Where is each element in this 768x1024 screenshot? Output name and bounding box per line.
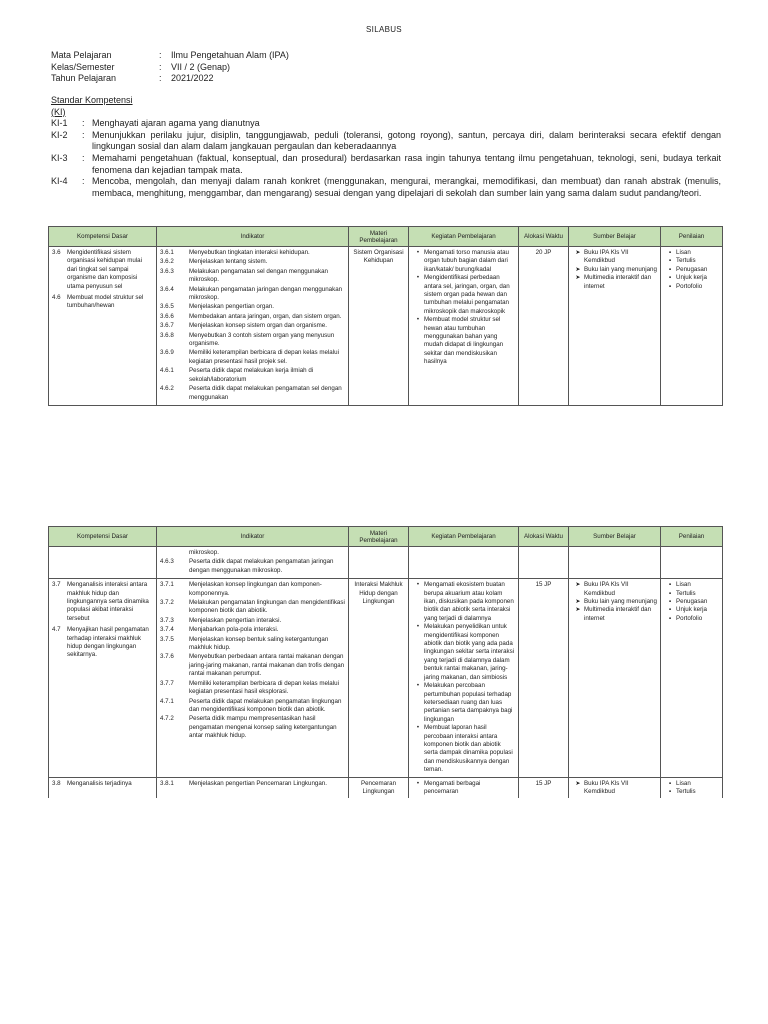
penilaian-cell [661,247,723,406]
list-item [412,316,515,366]
kegiatan-item [412,780,515,797]
column-header: Kompetensi Dasar [49,227,157,247]
indikator-cell [157,579,349,777]
alokasi-cell: 15 JP [519,579,569,777]
indicator-text: Peserta didik dapat melakukan kerja ilmiah di sekolah/laboratorium [189,367,314,383]
kegiatan-cell [409,579,519,777]
indicator-number: 3.7.6 [160,653,174,661]
bullet-icon: ▪ [668,265,672,273]
bullet-icon: ▪ [668,249,672,256]
indicator-item [160,349,345,366]
arrow-bullet-icon: ➤ [575,581,581,589]
indicator-item [160,698,345,715]
list-item [664,615,719,623]
indicator-number: 4.6.2 [160,385,174,393]
indicator-number: 3.6.3 [160,267,174,275]
column-header: Materi Pembelajaran [349,227,409,247]
list-item [572,274,657,291]
ki-text: Mencoba, mengolah, dan menyaji dalam ranah konkret (menggunakan, mengurai, merangkai, memodifikasi, dan membuat) dan ranah abstrak (menulis, membaca, menghitung, menggambar, dan mengarang) sesuai dengan yang dipelajari di sekolah dan sumber lain yang sama dalam sudut pandang/teori. [92,176,721,198]
column-header: Penilaian [661,527,723,547]
list-item-text: Lisan [676,581,691,589]
kd-number: 3.7 [52,581,61,589]
list-item-text: Unjuk kerja [676,606,707,614]
meta-label: Tahun Pelajaran [51,73,117,83]
meta-row-class [51,62,289,74]
ki-item [51,176,721,199]
indicator-item [160,332,345,349]
column-header: Sumber Belajar [569,527,661,547]
indicator-text: Melakukan pengamatan sel dengan menggunakan mikroskop. [189,267,328,284]
indicator-number: 3.7.7 [160,679,174,687]
list-item [572,581,657,598]
bullet-icon: • [416,623,420,631]
list-item [664,780,719,788]
indicator-item [160,558,345,575]
list-item-text: Membuat model struktur sel hewan atau tumbuhan menggunakan bahan yang mudah didapat di lingkungan sekitar dan mendiskusikan hasilnya [424,316,504,366]
arrow-bullet-icon: ➤ [575,606,581,614]
indicator-text: Memiliki keterampilan berbicara di depan kelas melalui kegiatan presentasi hasil eksplorasi. [189,679,339,696]
list-item [412,581,515,623]
kd-number: 4.6 [52,294,61,302]
column-header: Kegiatan Pembelajaran [409,227,519,247]
indikator-cell [157,777,349,798]
indicator-item [160,715,345,740]
kd-number: 4.7 [52,626,61,634]
list-item-text: Buku lain yang menunjang [584,598,657,606]
sumber-cell [569,579,661,777]
indicator-number: 3.6.7 [160,322,174,330]
indicator-text: Menyebutkan 3 contoh sistem organ yang menyusun organisme. [189,331,335,348]
document-title: SILABUS [366,25,402,34]
bullet-icon: • [416,779,420,787]
meta-label: Mata Pelajaran [51,50,112,60]
sumber-text: Buku IPA Kls VII Kemdikbud [584,779,629,795]
kd-text: Menganalisis interaksi antara makhluk hidup dan lingkungannya serta dinamika populasi akibat interaksi tersebut [67,581,149,622]
bullet-icon: ▪ [668,589,672,597]
ki-colon: : [82,129,85,140]
indicator-number: 3.7.2 [160,599,174,607]
indicator-number: 3.6.4 [160,285,174,293]
list-item [572,606,657,623]
bullet-icon: • [416,581,420,589]
arrow-bullet-icon: ➤ [575,265,581,273]
table-row [49,579,723,777]
kegiatan-cell [409,247,519,406]
indicator-text: Menyebutkan perbedaan antara rantai makanan dengan jaring-jaring makanan, rantai makanan dan trofis dengan rantai makanan perumput. [189,653,345,678]
list-item-text: Mengamati ekosistem buatan berupa akuarium atau kolam ikan, diskusikan pada komponen biotik dan abiotik serta interaksi yang terjadi di dalamnya [424,581,514,622]
ki-text: Menunjukkan perilaku jujur, disiplin, tanggungjawab, peduli (toleransi, gotong royong), santun, percaya diri, dalam berinteraksi secara efektif dengan lingkungan sosial dan alam dalam jangkauan pergaulan dan keberadaannya [92,129,721,152]
list-item [412,682,515,724]
ki-text: Menghayati ajaran agama yang dianutnya [92,118,260,129]
ki-code: KI-3 [51,152,68,163]
standar-heading: Standar Kompetensi [51,95,133,105]
list-item-text: Lisan [676,249,691,256]
indicator-number: 4.7.1 [160,697,174,705]
list-item [412,623,515,682]
kd-cell [49,777,157,798]
ki-code: KI-1 [51,118,68,129]
kd-item [52,581,153,623]
meta-colon: : [159,50,162,60]
indikator-cell [157,547,349,579]
list-item [664,581,719,589]
standar-subheading: (KI) [51,106,66,117]
kegiatan-text: Mengamati berbagai pencemaran [424,779,481,795]
indicator-item [160,367,345,384]
table-header-row [49,527,723,547]
kd-item [52,249,153,291]
list-item [572,598,657,606]
indicator-item [160,286,345,303]
indicator-number: 3.6.9 [160,349,174,357]
meta-row-year [51,73,289,85]
indicator-text: Memiliki keterampilan berbicara di depan kelas melalui kegiatan presentasi hasil projek sel. [189,349,339,365]
materi-cell: Interaksi Makhluk Hidup dengan Lingkungan [349,579,409,777]
list-item-text: Buku IPA Kls VII Kemdikbud [584,249,629,265]
indicator-item [160,617,345,625]
indicator-text: Peserta didik dapat melakukan pengamatan lingkungan dan mengidentifikasi komponen biotik dan abiotik. [189,697,342,713]
list-item-text: Penugasan [676,598,708,606]
arrow-bullet-icon: ➤ [575,779,581,787]
indicator-item [160,680,345,697]
list-item [412,249,515,274]
list-item-text: Buku IPA Kls VII Kemdikbud [584,581,629,597]
list-item-text: Penugasan [676,265,708,273]
list-item-text: Portofolio [676,614,703,622]
list-item-text: Buku lain yang menunjang [584,265,657,273]
penilaian-cell [661,777,723,798]
kd-item [52,294,153,311]
column-header: Penilaian [661,227,723,247]
kegiatan-cell [409,547,519,579]
table-row-continued [49,547,723,579]
list-item-text: Mengamati torso manusia atau organ tubuh bagian dalam dari ikan/katak/ burung/kadal [424,249,509,273]
ki-colon: : [82,176,85,187]
list-item [664,266,719,274]
meta-value: 2021/2022 [171,73,214,83]
indicator-text: Menjelaskan tentang sistem. [189,258,268,266]
list-item-text: Tertulis [676,257,696,265]
indicator-item [160,258,345,266]
sumber-cell [569,247,661,406]
indicator-text: Menjelaskan konsep bentuk saling ketergantungan makhluk hidup. [189,635,329,652]
meta-value: VII / 2 (Genap) [171,61,231,72]
bullet-icon: ▪ [668,257,672,265]
indicator-item [160,780,345,788]
kd-number: 3.8 [52,779,61,787]
indicator-item [160,313,345,321]
indicator-text: mikroskop. [189,549,219,556]
column-header: Indikator [157,527,349,547]
column-header: Kegiatan Pembelajaran [409,527,519,547]
list-item-text: Unjuk kerja [676,274,707,282]
bullet-icon: • [416,274,420,282]
indicator-text: Membedakan antara jaringan, organ, dan sistem organ. [189,312,342,320]
indicator-text: Menjelaskan konsep sistem organ dan organisme. [189,322,327,330]
bullet-icon: • [416,682,420,690]
kd-text: Menganalisis terjadinya [67,779,132,787]
kd-cell [49,547,157,579]
bullet-icon: • [416,724,420,732]
indicator-number: 3.6.5 [160,303,174,311]
document-meta [51,50,289,85]
bullet-icon: ▪ [668,614,672,622]
indicator-number: 4.6.3 [160,558,174,566]
arrow-bullet-icon: ➤ [575,249,581,256]
list-item-text: Portofolio [676,282,703,290]
list-item [664,598,719,606]
penilaian-cell [661,547,723,579]
table-row [49,247,723,406]
indicator-item [160,303,345,311]
indicator-number: 4.7.2 [160,715,174,723]
indicator-text: Menjelaskan pengertian Pencemaran Lingkungan. [189,779,327,787]
meta-label: Kelas/Semester [51,61,115,72]
penilaian-cell [661,579,723,777]
kd-text: Membuat model struktur sel tumbuhan/hewan [67,294,144,310]
kd-text: Menyajikan hasil pengamatan terhadap interaksi makhluk hidup dengan lingkungan sekitarnya. [67,626,149,659]
indicator-text: Menjabarkan pola-pola interaksi. [189,626,279,634]
kd-cell [49,579,157,777]
list-item-text: Tertulis [676,589,696,597]
ki-text: Memahami pengetahuan (faktual, konseptual, dan prosedural) berdasarkan rasa ingin tahunya tentang ilmu pengetahuan, teknologi, seni, budaya terkait fenomena dan kejadian tampak mata. [92,152,721,175]
kd-number: 3.6 [52,249,61,256]
list-item-text: Multimedia interaktif dan internet [584,606,652,622]
bullet-icon: ▪ [668,787,672,795]
bullet-icon: • [416,316,420,324]
list-item [572,249,657,266]
indicator-text: Peserta didik dapat melakukan pengamatan jaringan dengan menggunakan mikroskop. [189,558,334,574]
alokasi-cell: 20 JP [519,247,569,406]
meta-row-subject [51,50,289,62]
bullet-icon: ▪ [668,779,672,787]
list-item-text: Melakukan percobaan pertumbuhan populasi terhadap ketersediaan ruang dan luas pertanian serta dampaknya bagi lingkungan [424,682,513,723]
materi-cell: Pencemaran Lingkungan [349,777,409,798]
indicator-text: Peserta didik dapat melakukan pengamatan sel dengan menggunakan [189,385,342,401]
list-item [664,788,719,796]
syllabus-table-1 [48,226,723,406]
table-row [49,777,723,798]
bullet-icon: ▪ [668,274,672,282]
materi-cell: Sistem Organisasi Kehidupan [349,247,409,406]
bullet-icon: ▪ [668,282,672,290]
indicator-item [160,249,345,257]
list-item-text: Tertulis [676,787,696,795]
indicator-number: 3.7.1 [160,581,174,589]
sumber-item [572,780,657,797]
indicator-item [160,549,345,557]
bullet-icon: ▪ [668,581,672,589]
ki-item [51,153,721,176]
indicator-item [160,581,345,598]
column-header: Alokasi Waktu [519,227,569,247]
list-item [664,590,719,598]
bullet-icon: ▪ [668,598,672,606]
indicator-number: 3.7.4 [160,626,174,634]
column-header: Indikator [157,227,349,247]
kd-text: Mengidentifikasi sistem organisasi kehidupan mulai dari tingkat sel sampai organisme dan komposisi utama penyusun sel [67,249,142,290]
indicator-number: 3.8.1 [160,779,174,787]
meta-colon: : [159,61,162,72]
list-item [664,274,719,282]
indicator-number: 4.6.1 [160,367,174,375]
list-item [412,724,515,774]
arrow-bullet-icon: ➤ [575,274,581,282]
indicator-text: Menyebutkan tingkatan interaksi kehidupan. [189,249,310,256]
sumber-cell [569,547,661,579]
indicator-text: Peserta didik mampu mempresentasikan hasil pengamatan mengenai konsep saling ketergantungan antar makhluk hidup. [189,715,337,740]
kd-item [52,626,153,660]
alokasi-cell [519,547,569,579]
list-item-text: Lisan [676,779,691,787]
indicator-item [160,626,345,634]
indicator-text: Menjelaskan pengertian organ. [189,303,274,311]
indicator-item [160,385,345,402]
syllabus-table-2 [48,526,723,798]
indicator-item [160,268,345,285]
kegiatan-cell [409,777,519,798]
indicator-number [160,549,189,557]
bullet-icon: • [416,249,420,256]
column-header: Alokasi Waktu [519,527,569,547]
ki-code: KI-2 [51,129,68,140]
ki-item [51,130,721,153]
indikator-cell [157,247,349,406]
column-header: Materi Pembelajaran [349,527,409,547]
meta-colon: : [159,73,162,83]
indicator-number: 3.6.8 [160,331,174,339]
standar-kompetensi [51,95,721,199]
indicator-item [160,599,345,616]
list-item [664,606,719,614]
list-item [664,257,719,265]
kd-item [52,780,153,788]
arrow-bullet-icon: ➤ [575,598,581,606]
list-item-text: Melakukan penyelidikan untuk mengidentifikasi komponen abiotik dan biotik yang ada pada lingkungan sekitar serta interaksi yang terjadi di dalamnya dalam bentuk rantai makanan, jaring-jaring makanan, dan simbiosis [424,623,515,681]
materi-cell [349,547,409,579]
indicator-number: 3.6.6 [160,312,174,320]
ki-colon: : [82,152,85,163]
meta-value: Ilmu Pengetahuan Alam (IPA) [171,50,289,60]
list-item [412,274,515,316]
indicator-number: 3.6.2 [160,258,174,266]
column-header: Kompetensi Dasar [49,527,157,547]
ki-item [51,118,721,130]
indicator-text: Melakukan pengamatan jaringan dengan menggunakan mikroskop. [189,285,343,302]
column-header: Sumber Belajar [569,227,661,247]
indicator-number: 3.6.1 [160,249,174,256]
indicator-item [160,636,345,653]
list-item-text: Multimedia interaktif dan internet [584,274,652,290]
list-item [572,266,657,274]
alokasi-cell: 15 JP [519,777,569,798]
ki-code: KI-4 [51,176,68,187]
kd-cell [49,247,157,406]
list-item-text: Membuat laporan hasil percobaan interaksi antara komponen biotik dan abiotik serta dampak dinamika populasi dan mendiskusikannya dengan teman. [424,724,513,774]
ki-colon: : [82,118,85,129]
indicator-text: Menjelaskan pengertian interaksi. [189,616,282,624]
sumber-cell [569,777,661,798]
indicator-item [160,322,345,330]
indicator-text: Melakukan pengamatan lingkungan dan mengidentifikasi komponen biotik dan abiotik. [189,599,345,615]
indicator-text: Menjelaskan konsep lingkungan dan komponen-komponennya. [189,581,322,597]
list-item-text: Mengidentifikasi perbedaan antara sel, jaringan, organ, dan sistem organ pada hewan dan tumbuhan melalui pengamatan mikroskopik dan makroskopik [424,274,510,315]
indicator-item [160,653,345,678]
list-item [664,283,719,291]
indicator-number: 3.7.3 [160,616,174,624]
list-item [664,249,719,257]
indicator-number: 3.7.5 [160,635,174,643]
table-header-row [49,227,723,247]
bullet-icon: ▪ [668,606,672,614]
